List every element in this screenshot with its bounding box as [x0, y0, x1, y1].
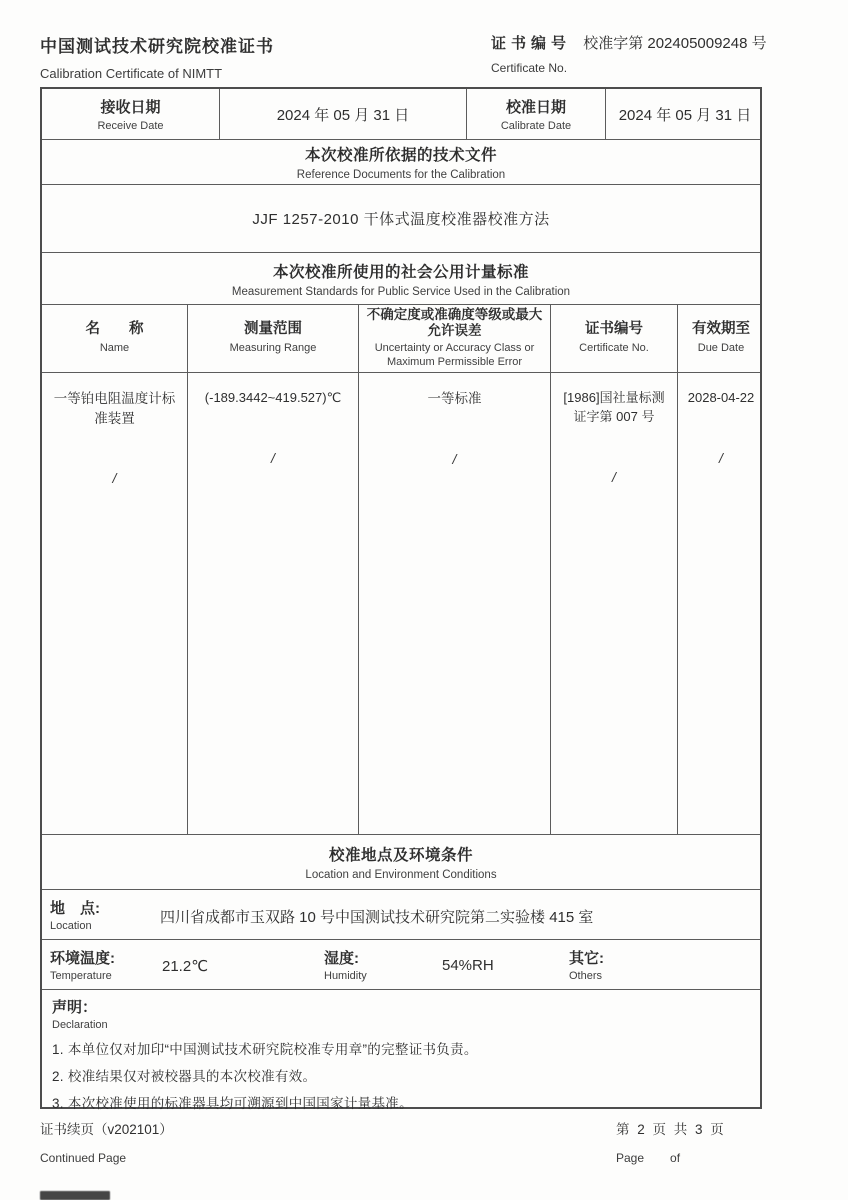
footer-page-block	[616, 1118, 726, 1165]
reference-heading-zh: 本次校准所依据的技术文件	[304, 147, 497, 164]
footer-page-word: Page	[616, 1151, 645, 1165]
standard-name-empty: /	[112, 470, 117, 487]
calibrate-date-label-zh: 校准日期	[505, 99, 566, 116]
location-heading-en: Location and Environment Conditions	[305, 869, 497, 881]
calibrate-date-value-cell	[605, 89, 764, 139]
standards-header-name-zh: 名 称	[85, 321, 144, 338]
receive-date-value-cell	[219, 89, 466, 139]
standards-header-uncertainty-zh: 不确定度或准确度等级或最大允许误差	[366, 307, 543, 339]
standards-header-certno-zh: 证书编号	[585, 321, 643, 338]
certificate-number-line	[491, 32, 767, 53]
standard-certno-empty: /	[612, 468, 616, 485]
others-label-zh: 其它:	[569, 950, 604, 967]
standards-header-range	[187, 305, 358, 372]
declaration-section	[42, 990, 760, 1111]
standards-header-certno	[550, 305, 677, 372]
footer-page-en	[616, 1151, 726, 1165]
footer-page-zh: 第 2 页 共 3 页	[616, 1122, 726, 1137]
footer-continued-en: Continued Page	[40, 1151, 127, 1165]
reference-document-text: JJF 1257-2010 干体式温度校准器校准方法	[252, 211, 550, 228]
standards-header-range-zh: 测量范围	[244, 321, 302, 338]
standard-uncertainty-empty: /	[452, 450, 457, 467]
reference-document-row	[42, 185, 760, 253]
standard-duedate: 2028-04-22	[687, 390, 755, 405]
humidity-label-block	[324, 947, 402, 982]
standards-header-name	[42, 305, 187, 372]
temperature-label-block	[42, 947, 154, 982]
temperature-label-zh: 环境温度:	[50, 950, 115, 967]
location-value: 四川省成都市玉双路 10 号中国测试技术研究院第二实验楼 415 室	[160, 909, 594, 926]
certificate-number-value: 校准字第 202405009248 号	[583, 35, 767, 52]
location-label-block	[42, 897, 160, 932]
footer-continued-zh: 证书续页（v202101）	[40, 1122, 173, 1137]
standards-header-row	[42, 305, 760, 373]
others-label-block	[569, 947, 760, 982]
certificate-number-label-en: Certificate No.	[491, 61, 568, 75]
standard-name: 一等铂电阻温度计标准装置	[53, 391, 176, 426]
standards-header-name-en: Name	[99, 341, 130, 354]
standards-cell-uncertainty	[358, 373, 550, 834]
dates-row	[42, 89, 760, 140]
scan-artifact	[40, 1191, 110, 1200]
receive-date-label-cell	[42, 89, 219, 139]
document-title-block	[40, 32, 274, 81]
humidity-label-zh: 湿度:	[324, 950, 359, 967]
document-title-zh: 中国测试技术研究院校准证书	[40, 37, 274, 56]
declaration-item-3: 3. 本次校准使用的标准器具均可溯源到中国国家计量基准。	[52, 1096, 413, 1111]
standards-header-range-en: Measuring Range	[229, 341, 317, 354]
standard-certno: [1986]国社量标测证字第 007 号	[563, 390, 665, 424]
environment-row	[42, 940, 760, 990]
standards-header-uncertainty	[358, 305, 550, 372]
standards-header-duedate	[677, 305, 764, 372]
location-row	[42, 890, 760, 940]
calibrate-date-value: 2024 年 05 月 31 日	[618, 106, 752, 124]
temperature-label-en: Temperature	[50, 970, 112, 982]
footer-page-of: of	[670, 1151, 681, 1165]
declaration-label-zh: 声明：	[52, 999, 98, 1016]
calibrate-date-label-en: Calibrate Date	[500, 120, 572, 132]
location-heading-row	[42, 835, 760, 890]
certificate-number-block	[491, 32, 767, 75]
declaration-item-1: 1. 本单位仅对加印“中国测试技术研究院校准专用章”的完整证书负责。	[52, 1042, 478, 1057]
receive-date-label-en: Receive Date	[97, 120, 164, 132]
location-heading-zh: 校准地点及环境条件	[328, 847, 473, 864]
standards-header-duedate-en: Due Date	[697, 341, 745, 354]
standards-cell-certno	[550, 373, 677, 834]
temperature-value: 21.2℃	[162, 957, 209, 975]
reference-heading-row	[42, 140, 760, 185]
declaration-item-2: 2. 校准结果仅对被校器具的本次校准有效。	[52, 1069, 317, 1084]
document-title-en: Calibration Certificate of NIMTT	[40, 66, 223, 81]
calibrate-date-label-cell	[466, 89, 605, 139]
receive-date-value: 2024 年 05 月 31 日	[276, 106, 410, 124]
location-label-zh: 地 点:	[50, 900, 100, 917]
standards-header-uncertainty-en: Uncertainty or Accuracy Class or Maximum Permissible Error	[374, 342, 535, 369]
standards-heading-row	[42, 253, 760, 305]
standard-duedate-empty: /	[719, 449, 723, 466]
certificate-table	[40, 87, 762, 1109]
reference-heading-en: Reference Documents for the Calibration	[296, 169, 506, 181]
standards-cell-name	[42, 373, 187, 834]
receive-date-label-zh: 接收日期	[100, 99, 161, 116]
humidity-label-en: Humidity	[324, 970, 367, 982]
standards-heading-en: Measurement Standards for Public Service Used in the Calibration	[231, 285, 571, 298]
standard-uncertainty: 一等标准	[427, 391, 482, 406]
standards-header-certno-en: Certificate No.	[579, 341, 649, 354]
standards-heading-zh: 本次校准所使用的社会公用计量标准	[272, 263, 529, 281]
certificate-number-label-zh: 证书编号	[491, 35, 572, 52]
others-label-en: Others	[569, 970, 603, 982]
location-label-en: Location	[50, 920, 92, 932]
humidity-value: 54%RH	[442, 957, 494, 974]
standards-header-duedate-zh: 有效期至	[692, 321, 750, 338]
footer-continued-block	[40, 1118, 173, 1165]
standards-body-row	[42, 373, 760, 835]
declaration-label-en: Declaration	[52, 1019, 108, 1031]
standard-range-empty: /	[271, 449, 275, 466]
standards-cell-range	[187, 373, 358, 834]
standard-range: (-189.3442~419.527)℃	[204, 390, 342, 405]
standards-cell-duedate	[677, 373, 764, 834]
